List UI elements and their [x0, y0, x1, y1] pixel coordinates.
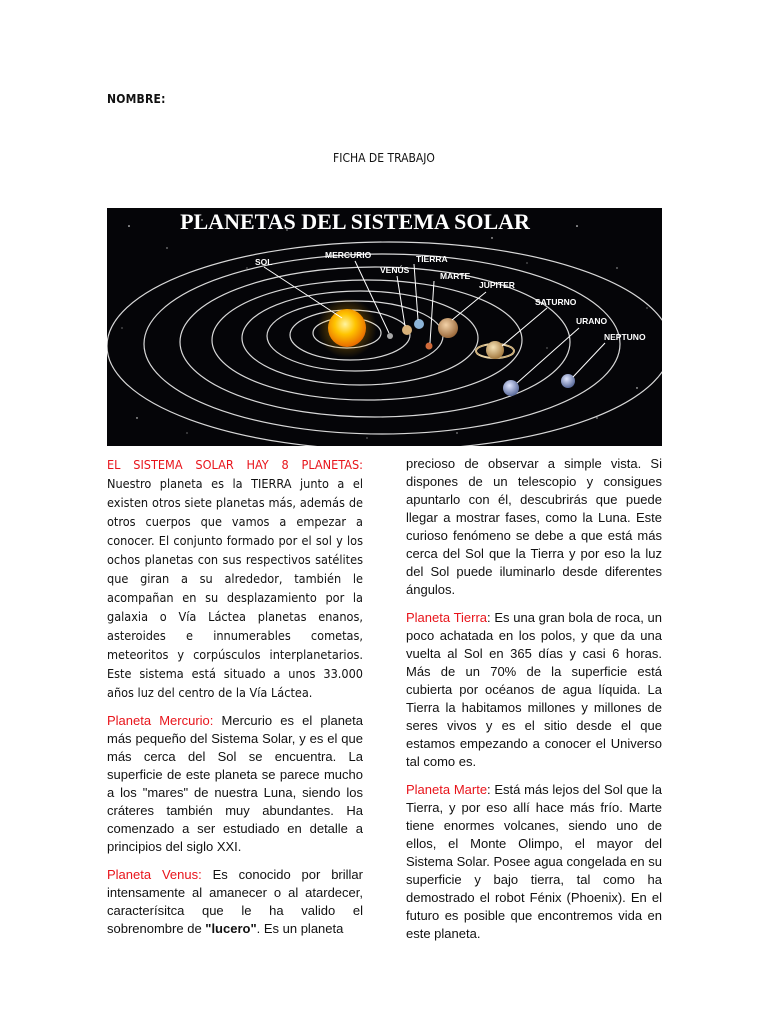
sheet-title-text: FICHA DE TRABAJO — [333, 151, 435, 165]
sun-icon — [328, 309, 366, 347]
left-column — [107, 455, 363, 948]
marte-heading: Planeta Marte — [406, 782, 488, 797]
venus-text-after: . Es un planeta — [256, 921, 344, 936]
label-saturno: SATURNO — [535, 297, 577, 307]
tierra-heading: Planeta Tierra — [406, 610, 488, 625]
name-label: NOMBRE: — [107, 92, 166, 106]
venus-icon — [402, 325, 412, 335]
uranus-icon — [503, 380, 519, 396]
mercurio-heading: Planeta Mercurio: — [107, 713, 214, 728]
intro-text: Nuestro planeta es la TIERRA junto a el existen otros siete planetas más, además de otros cuerpos que vamos a empezar a conocer. El conjunto formado por el sol y los ochos planetas con sus respectivos satélites que giran a su alrededor, también le acompañan en su desplazamiento por la galaxia o Vía Láctea planetas enanos, asteroides e innumerables cometas, meteoritos y corpúsculos interplanetarios. Este sistema está situado a unos 33.000 años luz del centro de la Vía Láctea. — [107, 476, 363, 700]
label-tierra: TIERRA — [416, 254, 448, 264]
venus-text-before: Es conocido por brillar intensamente al amanecer o al atardecer, caracterísitca que le ha valido el sobrenombre de — [107, 867, 363, 936]
label-mercurio: MERCURIO — [325, 250, 372, 260]
venus-heading: Planeta Venus: — [107, 867, 202, 882]
marte-text: : Está más lejos del Sol que la Tierra, y por eso allí hace más frío. Marte tiene enormes volcanes, siendo uno de ellos, el Monte Olimpo, el mayor del Sistema Solar. Posee agua congelada en su superficie y bajo tierra, tal como ha demostrado el robot Fénix (Phoenix). En el futuro es posible que encontremos vida en este planeta. — [406, 782, 662, 941]
marte-paragraph — [406, 781, 662, 943]
label-neptuno: NEPTUNO — [604, 332, 646, 342]
mars-icon — [426, 343, 433, 350]
mercurio-text: Mercurio es el planeta más pequeño del Sistema Solar, y es el que más cerca del Sol se encuentra. La superficie de este planeta se parece mucho a los "mares" de nuestra Luna, siendo los cráteres también muy abundantes. Ha comenzado a ser estudiado en detalle a principios del siglo XXI. — [107, 713, 363, 854]
solar-system-diagram — [107, 208, 662, 446]
label-sol: SOL — [255, 257, 273, 267]
right-column — [406, 455, 662, 953]
jupiter-icon — [438, 318, 458, 338]
mercury-icon — [387, 333, 393, 339]
figure-title: PLANETAS DEL SISTEMA SOLAR — [180, 209, 530, 234]
mercurio-paragraph — [107, 712, 363, 856]
intro-paragraph — [107, 455, 363, 702]
label-marte: MARTE — [440, 271, 471, 281]
figure-background — [107, 208, 662, 446]
earth-icon — [414, 319, 424, 329]
venus-nickname: "lucero" — [205, 921, 257, 936]
label-venus: VENÚS — [380, 265, 410, 275]
label-urano: URANO — [576, 316, 608, 326]
solar-system-figure — [107, 208, 662, 446]
tierra-text: : Es una gran bola de roca, un poco achatada en los polos, y que da una vuelta al Sol en 365 días y casi 6 horas. Más de un 70% de la superficie está cubierta por océanos de agua líquida. La Tierra la habitamos millones y millones de seres vivos y es el sitio desde el que estamos empezando a conocer el Universo tal como es. — [406, 610, 662, 769]
venus-paragraph — [107, 866, 363, 938]
intro-heading: EL SISTEMA SOLAR HAY 8 PLANETAS: — [107, 457, 363, 472]
sheet-title — [0, 151, 768, 165]
neptune-icon — [561, 374, 575, 388]
venus-continuation: precioso de observar a simple vista. Si dispones de un telescopio y consigues apuntarlo con él, descubrirás que puede llegar a mostrar fases, como la Luna. Este curioso fenómeno se debe a que está más cerca del Sol que la Tierra y por eso la luz del Sol puede iluminarlo desde diferentes ángulos. — [406, 456, 662, 597]
tierra-paragraph — [406, 609, 662, 771]
label-jupiter: JUPITER — [479, 280, 515, 290]
